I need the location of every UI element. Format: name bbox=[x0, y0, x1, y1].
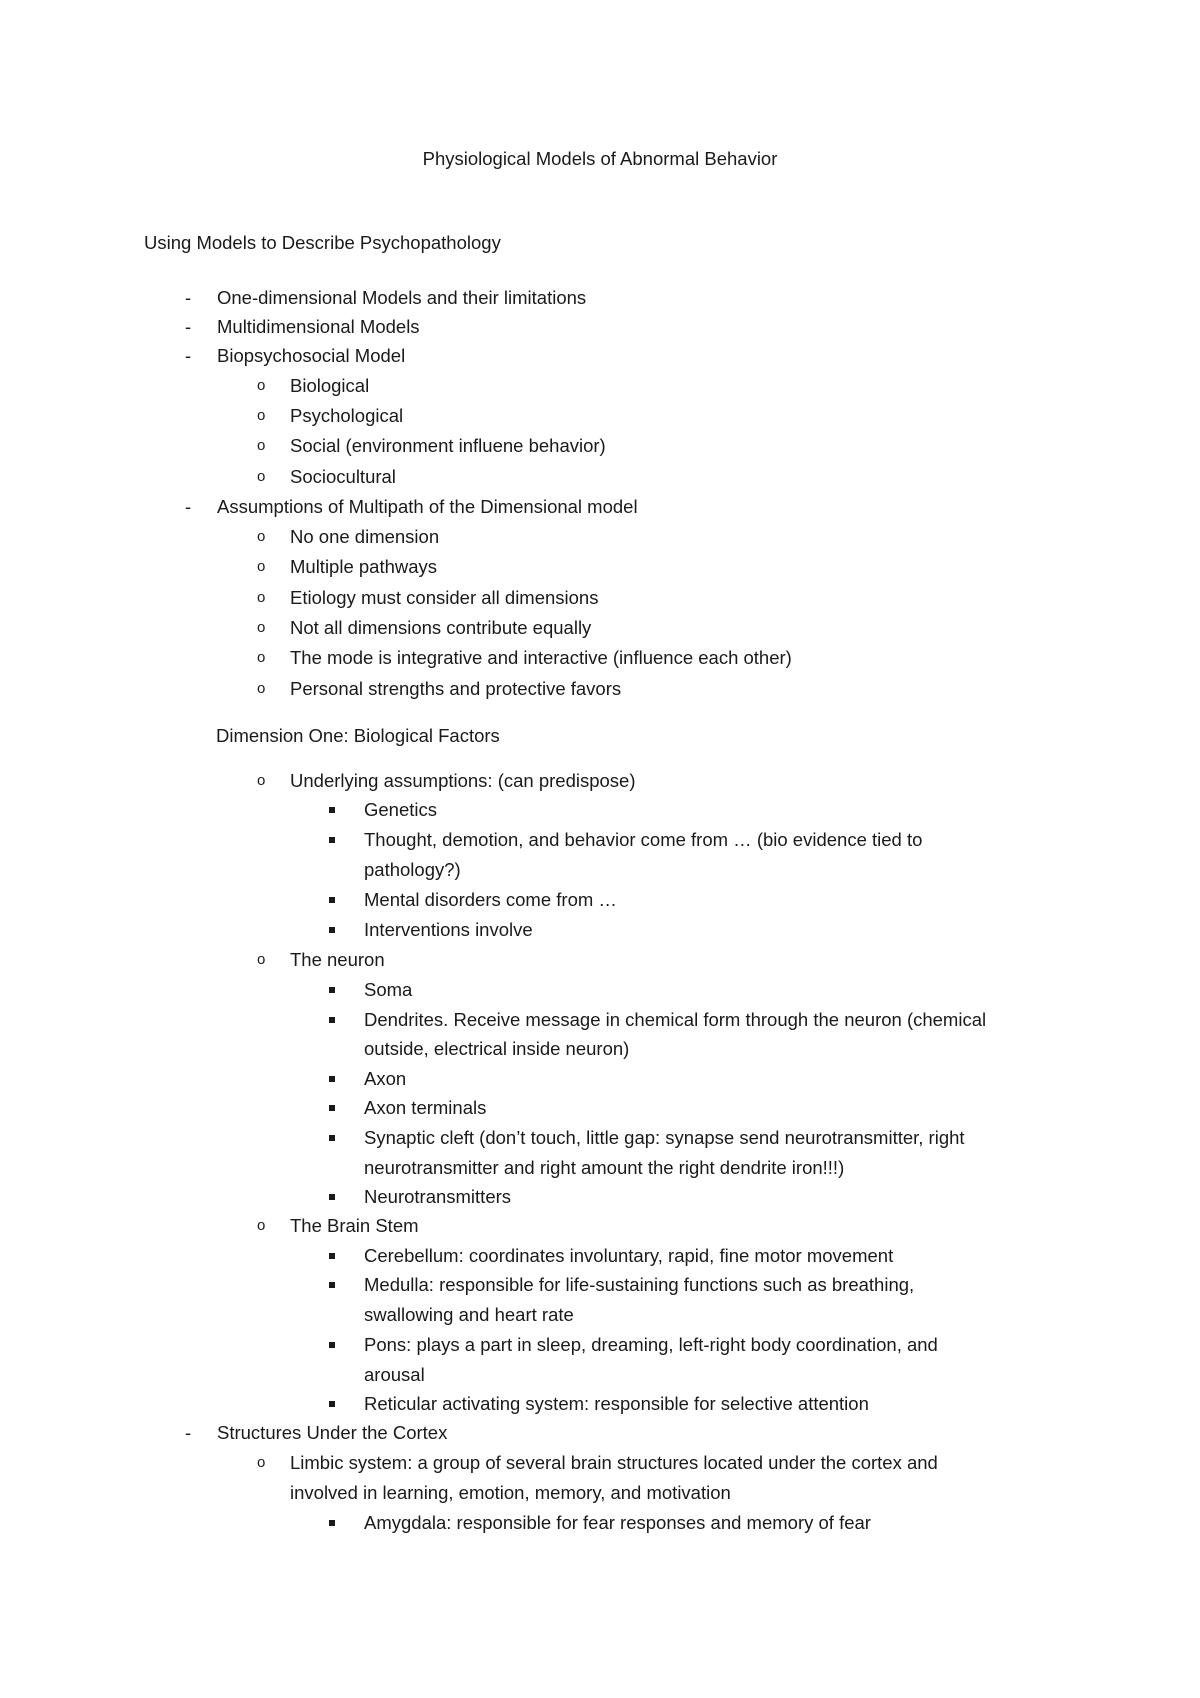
list-item-biological: Biological bbox=[290, 375, 370, 396]
circle-marker: o bbox=[257, 1217, 266, 1234]
list-item-underlying: Underlying assumptions: (can predispose) bbox=[290, 770, 636, 791]
list-item-etiology: Etiology must consider all dimensions bbox=[290, 587, 599, 608]
circle-marker: o bbox=[257, 437, 266, 454]
list-item-one-dimensional: One-dimensional Models and their limitations bbox=[217, 287, 587, 308]
list-item-synaptic-cleft-continued: neurotransmitter and right amount the right dendrite iron!!!) bbox=[364, 1157, 845, 1178]
list-item-no-one-dimension: No one dimension bbox=[290, 526, 440, 547]
circle-marker: o bbox=[257, 1454, 266, 1471]
list-item-brain-stem: The Brain Stem bbox=[290, 1215, 419, 1236]
circle-marker: o bbox=[257, 680, 266, 697]
square-bullet-icon bbox=[329, 1253, 335, 1259]
circle-marker: o bbox=[257, 619, 266, 636]
circle-marker: o bbox=[257, 951, 266, 968]
list-item-not-all-equal: Not all dimensions contribute equally bbox=[290, 617, 592, 638]
list-item-limbic-system: Limbic system: a group of several brain structures located under the cortex and bbox=[290, 1452, 938, 1473]
circle-marker: o bbox=[257, 377, 266, 394]
list-item-interventions: Interventions involve bbox=[364, 919, 533, 940]
square-bullet-icon bbox=[329, 1105, 335, 1111]
list-item-biopsychosocial: Biopsychosocial Model bbox=[217, 345, 406, 366]
list-item-social: Social (environment influene behavior) bbox=[290, 435, 606, 456]
list-item-sociocultural: Sociocultural bbox=[290, 466, 396, 487]
document-title: Physiological Models of Abnormal Behavior bbox=[422, 148, 778, 169]
list-item-multiple-pathways: Multiple pathways bbox=[290, 556, 438, 577]
square-bullet-icon bbox=[329, 1282, 335, 1288]
list-item-psychological: Psychological bbox=[290, 405, 404, 426]
list-item-pons: Pons: plays a part in sleep, dreaming, left-right body coordination, and bbox=[364, 1334, 938, 1355]
circle-marker: o bbox=[257, 589, 266, 606]
list-item-genetics: Genetics bbox=[364, 799, 438, 820]
circle-marker: o bbox=[257, 407, 266, 424]
list-item-reticular: Reticular activating system: responsible for selective attention bbox=[364, 1393, 869, 1414]
list-item-structures-under-cortex: Structures Under the Cortex bbox=[217, 1422, 448, 1443]
subsection-heading: Dimension One: Biological Factors bbox=[216, 725, 500, 746]
square-bullet-icon bbox=[329, 837, 335, 843]
list-item-assumptions: Assumptions of Multipath of the Dimensional model bbox=[217, 496, 638, 517]
circle-marker: o bbox=[257, 468, 266, 485]
square-bullet-icon bbox=[329, 1401, 335, 1407]
list-item-multidimensional: Multidimensional Models bbox=[217, 316, 420, 337]
dash-marker: - bbox=[185, 287, 192, 308]
list-item-dendrites-continued: outside, electrical inside neuron) bbox=[364, 1038, 630, 1059]
list-item-dendrites: Dendrites. Receive message in chemical form through the neuron (chemical bbox=[364, 1009, 987, 1030]
square-bullet-icon bbox=[329, 1017, 335, 1023]
circle-marker: o bbox=[257, 528, 266, 545]
list-item-axon: Axon bbox=[364, 1068, 407, 1089]
section-heading: Using Models to Describe Psychopathology bbox=[144, 232, 501, 253]
dash-marker: - bbox=[185, 1422, 192, 1443]
list-item-amygdala: Amygdala: responsible for fear responses and memory of fear bbox=[364, 1512, 871, 1533]
list-item-neurotransmitters: Neurotransmitters bbox=[364, 1186, 512, 1207]
dash-marker: - bbox=[185, 345, 192, 366]
square-bullet-icon bbox=[329, 1342, 335, 1348]
square-bullet-icon bbox=[329, 1076, 335, 1082]
dash-marker: - bbox=[185, 316, 192, 337]
square-bullet-icon bbox=[329, 1194, 335, 1200]
square-bullet-icon bbox=[329, 897, 335, 903]
list-item-thought-continued: pathology?) bbox=[364, 859, 461, 880]
list-item-mental-disorders: Mental disorders come from … bbox=[364, 889, 617, 910]
square-bullet-icon bbox=[329, 987, 335, 993]
square-bullet-icon bbox=[329, 1135, 335, 1141]
list-item-synaptic-cleft: Synaptic cleft (don’t touch, little gap: synapse send neurotransmitter, right bbox=[364, 1127, 965, 1148]
list-item-integrative: The mode is integrative and interactive (influence each other) bbox=[290, 647, 792, 668]
circle-marker: o bbox=[257, 558, 266, 575]
list-item-the-neuron: The neuron bbox=[290, 949, 385, 970]
list-item-cerebellum: Cerebellum: coordinates involuntary, rapid, fine motor movement bbox=[364, 1245, 894, 1266]
list-item-limbic-system-continued: involved in learning, emotion, memory, and motivation bbox=[290, 1482, 731, 1503]
square-bullet-icon bbox=[329, 927, 335, 933]
list-item-pons-continued: arousal bbox=[364, 1364, 425, 1385]
square-bullet-icon bbox=[329, 1520, 335, 1526]
circle-marker: o bbox=[257, 649, 266, 666]
list-item-medulla: Medulla: responsible for life-sustaining functions such as breathing, bbox=[364, 1274, 915, 1295]
list-item-thought: Thought, demotion, and behavior come from … (bio evidence tied to bbox=[364, 829, 923, 850]
circle-marker: o bbox=[257, 772, 266, 789]
list-item-axon-terminals: Axon terminals bbox=[364, 1097, 487, 1118]
list-item-medulla-continued: swallowing and heart rate bbox=[364, 1304, 574, 1325]
list-item-personal-strengths: Personal strengths and protective favors bbox=[290, 678, 622, 699]
list-item-soma: Soma bbox=[364, 979, 413, 1000]
dash-marker: - bbox=[185, 496, 192, 517]
square-bullet-icon bbox=[329, 807, 335, 813]
